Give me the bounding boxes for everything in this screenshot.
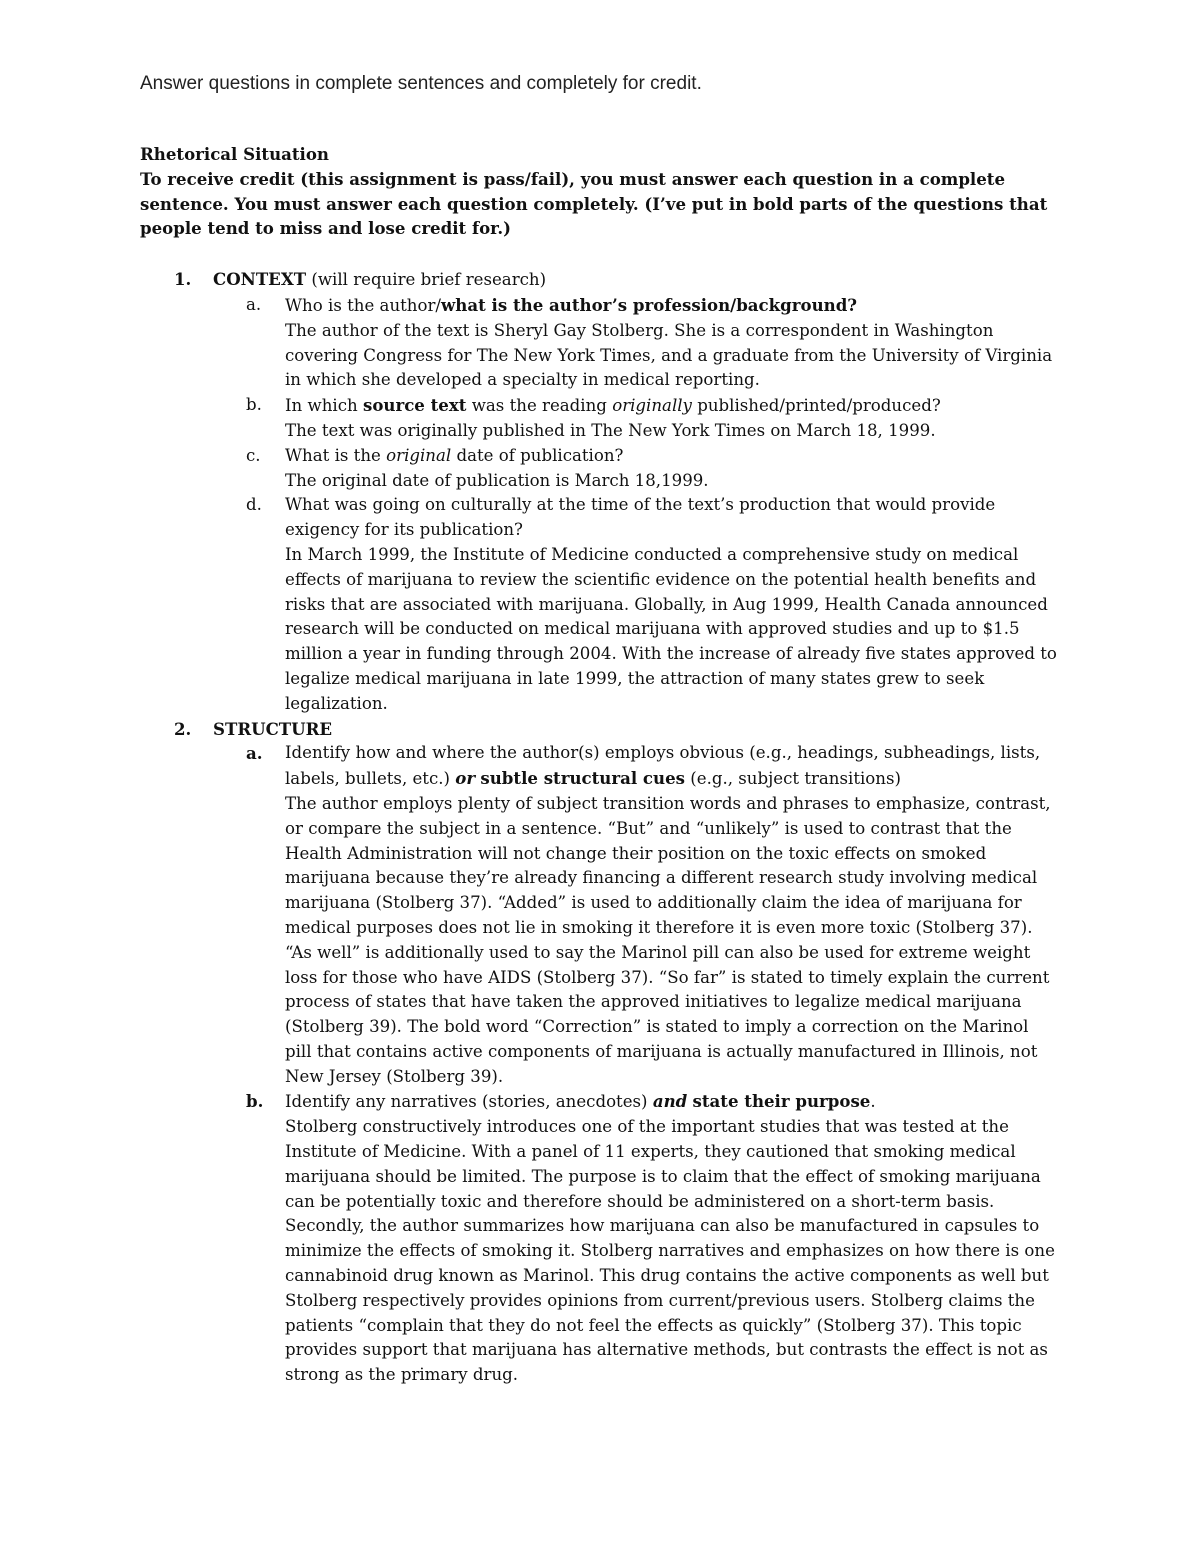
question-part: Identify how and where the author(s) employs obvious (e.g., headings, subheadings, lists, labels, bullets, etc.) <box>285 743 1041 789</box>
list-item <box>140 293 1060 393</box>
instructions: To receive credit (this assignment is pass/fail), you must answer each question in a complete sentence. You must answer each question completely. (I’ve put in bold parts of the questions that people tend to miss and lose credit for.) <box>140 168 1048 239</box>
answer-text: The original date of publication is March 18,1999. <box>285 470 709 490</box>
question-text <box>285 1089 1060 1115</box>
list-item <box>140 444 1060 494</box>
section-context <box>140 267 1060 293</box>
section-structure <box>140 717 1060 742</box>
section-heading-title: CONTEXT <box>213 269 307 290</box>
item-letter: d. <box>246 495 262 515</box>
question-bold-part: subtle structural cues <box>480 768 685 789</box>
question-text <box>285 293 1060 319</box>
question-text <box>285 393 1060 419</box>
question-part: date of publication? <box>451 445 624 465</box>
list-item <box>140 493 1060 716</box>
section-heading: STRUCTURE <box>213 718 333 739</box>
answer-text: The author employs plenty of subject transition words and phrases to emphasize, contrast, or compare the subject in a sentence. “But” and “unlikely” is used to contrast that the Health Administration will not change their position on the toxic effects on smoked marijuana because they’re already financing a different research study involving medical marijuana (Stolberg 37). “Added” is used to additionally claim the idea of marijuana for medical purposes does not lie in smoking it therefore it is even more toxic (Stolberg 37). “As well” is additionally used to say the Marinol pill can also be used for extreme weight loss for those who have AIDS (Stolberg 37). “So far” is stated to timely explain the current process of states that have taken the approved initiatives to legalize medical marijuana (Stolberg 39). The bold word “Correction” is stated to imply a correction on the Marinol pill that contains active components of marijuana is actually manufactured in Illinois, not New Jersey (Stolberg 39). <box>285 793 1051 1086</box>
section-number: 1. <box>174 269 192 290</box>
answer-text: In March 1999, the Institute of Medicine conducted a comprehensive study on medical effects of marijuana to review the scientific evidence on the potential health benefits and risks that are associated with marijuana. Globally, in Aug 1999, Health Canada announced research will be conducted on medical marijuana with approved studies and up to $1.5 million a year in funding through 2004. With the increase of already five states approved to legalize medical marijuana in late 1999, the attraction of many states grew to seek legalization. <box>285 544 1057 713</box>
question-text: What was going on culturally at the time of the text’s production that would provide exigency for its publication? <box>285 495 996 540</box>
item-letter: a. <box>246 294 262 314</box>
answer-text: The author of the text is Sheryl Gay Stolberg. She is a correspondent in Washington covering Congress for The New York Times, and a graduate from the University of Virginia in which she developed a specialty in medical reporting. <box>285 320 1053 390</box>
question-part: published/printed/produced? <box>691 396 941 416</box>
list-item <box>140 1089 1060 1388</box>
question-italic-part: original <box>386 445 452 465</box>
question-bold-part: what is the author’s profession/background? <box>441 294 858 315</box>
question-part: What is the <box>285 445 387 465</box>
section-heading <box>213 267 1060 293</box>
question-text <box>285 444 1060 469</box>
question-bold-italic-part: and <box>652 1091 688 1112</box>
answer-text: The text was originally published in The New York Times on March 18, 1999. <box>285 420 936 440</box>
item-letter: a. <box>246 743 263 764</box>
section-heading-note: (will require brief research) <box>311 270 547 290</box>
question-bold-part: source text <box>362 395 467 416</box>
question-part: Identify any narratives (stories, anecdotes) <box>285 1092 653 1112</box>
question-text <box>285 741 1060 792</box>
section-number: 2. <box>174 718 192 739</box>
question-italic-part: originally <box>612 396 692 416</box>
list-item <box>140 741 1060 1089</box>
item-letter: b. <box>246 1091 264 1112</box>
question-part: . <box>870 1092 876 1112</box>
list-item <box>140 393 1060 444</box>
document-body <box>140 142 1060 1388</box>
question-part: In which <box>285 396 363 416</box>
question-part: Who is the author/ <box>285 295 442 315</box>
intro-text: Answer questions in complete sentences and completely for credit. <box>140 73 702 94</box>
heading-block <box>140 142 1060 241</box>
question-part: (e.g., subject transitions) <box>685 769 901 789</box>
answer-text: Stolberg constructively introduces one of the important studies that was tested at the Institute of Medicine. With a panel of 11 experts, they cautioned that smoking medical marijuana should be limited. The purpose is to claim that the effect of smoking marijuana can be potentially toxic and therefore should be administered on a short-term basis. Secondly, the author summarizes how marijuana can also be manufactured in capsules to minimize the effects of smoking it. Stolberg narratives and emphasizes on how there is one cannabinoid drug known as Marinol. This drug contains the active components as well but Stolberg respectively provides opinions from current/previous users. Stolberg claims the patients “complain that they do not feel the effects as quickly” (Stolberg 37). This topic provides support that marijuana has alternative methods, but contrasts the effect is not as strong as the primary drug. <box>285 1117 1055 1385</box>
item-letter: b. <box>246 395 262 415</box>
section-title: Rhetorical Situation <box>140 144 329 164</box>
question-bold-part: state their purpose <box>692 1091 871 1112</box>
question-part: was the reading <box>466 396 613 416</box>
question-bold-italic-part: or <box>455 768 476 789</box>
item-letter: c. <box>246 445 261 465</box>
